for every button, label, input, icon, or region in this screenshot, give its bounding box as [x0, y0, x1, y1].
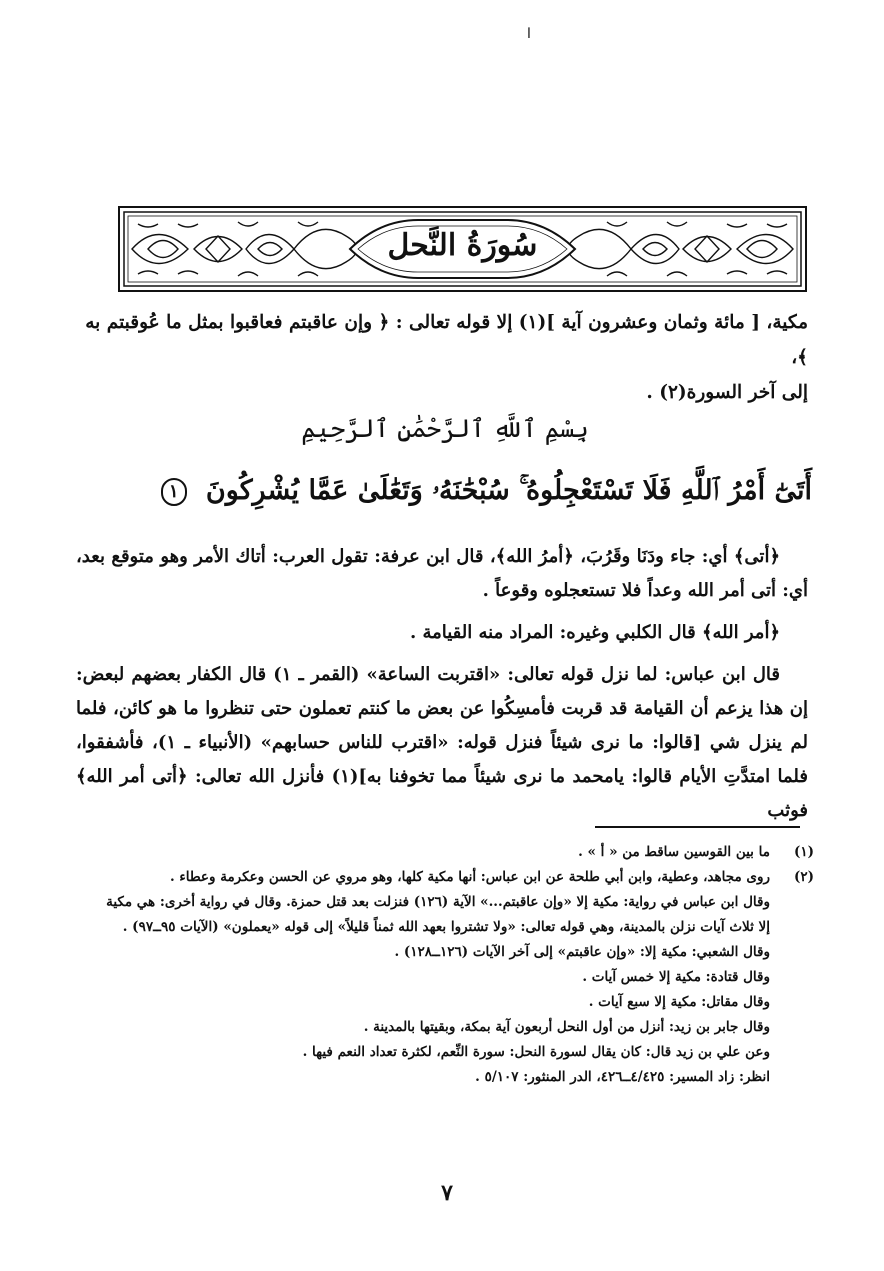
- quran-verse: [72, 466, 812, 516]
- body-paragraph: ﴿أمر الله﴾ قال الكلبي وغيره: المراد منه القيامة .: [409, 622, 780, 643]
- footnote-line: وقال قتادة: مكية إلا خمس آيات .: [582, 969, 770, 985]
- footnote-marker: (٢): [793, 869, 814, 885]
- footnote-line: وعن علي بن زيد قال: كان يقال لسورة النحل: سورة النِّعم، لكثرة تعداد النعم فيها .: [302, 1044, 770, 1060]
- footnote-line: إلا ثلاث آيات نزلن بالمدينة، وهي قوله تعالى: «ولا تشتروا بعهد الله ثمناً قليلاً» إلى قوله «يعملون» (الآيات ٩٥ــ٩٧) .: [122, 919, 770, 935]
- footnote-line: وقال مقاتل: مكية إلا سبع آيات .: [588, 994, 770, 1010]
- surah-title: سُورَةُ النَّحل: [387, 228, 538, 263]
- tafsir-body: [76, 540, 808, 828]
- top-margin-mark: ا: [527, 26, 531, 42]
- footnotes: [76, 840, 814, 1090]
- body-paragraph: ﴿أتى﴾ أي: جاء ودَنَا وقَرُبَ، ﴿أمرُ الله﴾، قال ابن عرفة: تقول العرب: أتاك الأمر وهو متوقع بعد، أي: أتى أمر الله وعداً فلا تستعجلوه وقوعاً .: [76, 546, 808, 601]
- footnote-item: [76, 865, 814, 1090]
- footnote-item: [76, 840, 814, 865]
- page-number: ٧: [441, 1180, 453, 1206]
- basmala: بِسْمِ ٱللَّهِ ٱلرَّحْمَٰنِ ٱلرَّحِيمِ: [301, 414, 589, 443]
- footnote-line: روى مجاهد، وعطية، وابن أبي طلحة عن ابن عباس: أنها مكية كلها، وهو مروي عن الحسن وعكرمة وعطاء .: [170, 869, 770, 885]
- footnote-line: وقال جابر بن زيد: أنزل من أول النحل أربعون آية بمكة، وبقيتها بالمدينة .: [363, 1019, 770, 1035]
- footnote-line: انظر: زاد المسير: ٤/٤٢٥ــ٤٢٦، الدر المنثور: ٥/١٠٧ .: [475, 1069, 770, 1085]
- footnote-line: وقال الشعبي: مكية إلا: «وإن عاقبتم» إلى آخر الآيات (١٢٦ــ١٢٨) .: [394, 944, 770, 960]
- verse-number-marker: ١: [161, 478, 187, 506]
- verse-text: أَتَىٰٓ أَمْرُ ٱللَّهِ فَلَا تَسْتَعْجِلُوهُ ۚ سُبْحَٰنَهُۥ وَتَعَٰلَىٰ عَمَّا يُشْرِكُونَ: [205, 475, 812, 506]
- intro-line: إلى آخر السورة(٢) .: [646, 382, 808, 403]
- footnote-divider: [595, 826, 800, 828]
- surah-intro: [78, 305, 808, 410]
- surah-header-banner: [118, 206, 807, 292]
- footnote-line: وقال ابن عباس في رواية: مكية إلا «وإن عاقبتم...» الآية (١٢٦) فنزلت بعد قتل حمزة. وقال في رواية أخرى: هي مكية: [106, 894, 770, 910]
- footnote-line: ما بين القوسين ساقط من « أ » .: [578, 844, 770, 860]
- body-paragraph: قال ابن عباس: لما نزل قوله تعالى: «اقتربت الساعة» (القمر ـ ١) قال الكفار بعضهم لبعض: إن هذا يزعم أن القيامة قد قربت فأمسِكُوا عن بعض ما كنتم تعملون حتى تنظروا ما هو كائن، فلما لم ينزل شي [قالوا: ما نرى شيئاً فنزل قوله: «اقترب للناس حسابهم» (الأنبياء ـ ١)، فأشفقوا، فلما امتدَّتِ الأيام قالوا: يامحمد ما نرى شيئاً مما تخوفنا به](١) فأنزل الله تعالى: ﴿أتى أمر الله﴾ فوثب: [76, 664, 808, 821]
- intro-line: مكية، [ مائة وثمان وعشرون آية ](١) إلا قوله تعالى : ﴿ وإن عاقبتم فعاقبوا بمثل ما عُوقبتم به ﴾،: [85, 312, 808, 368]
- footnote-marker: (١): [793, 844, 814, 860]
